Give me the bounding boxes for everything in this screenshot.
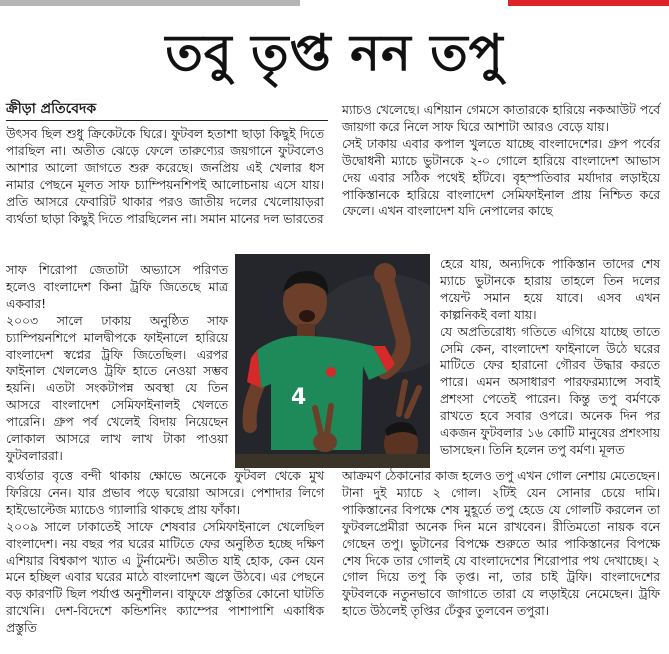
- paragraph: ব্যর্থতার বৃত্তে বন্দী থাকায় ক্ষোভে অনেকে ফুটবল থেকে মুখ ফিরিয়ে নেন। যার প্রভাব পড়ে ঘরোয়া আসরে। পেশাদার লিগে হাইভোল্টেজ ম্যাচেও গ্যালারি থাকছে প্রায় ফাঁকা।: [6, 469, 324, 517]
- left-column-bottom: [6, 468, 324, 637]
- right-column-top: [342, 102, 660, 220]
- paragraph: যে অপ্রতিরোধ্য গতিতে এগিয়ে যাচ্ছে তাতে সেমি কেন, বাংলাদেশ ফাইনালে উঠে ঘরের মাটিতে ফের হারানো গৌরব উদ্ধার করতে পারে। এমন অসাধারণ পারফরম্যান্সে সবাই প্রশংসা পেতেই পারেন। কিন্তু তপু বর্মণকে রাখতে হবে সবার ওপরে। অনেক দিন পর একজন ফুটবলার ১৬ কোটি মানুষের প্রশংসায় ভাসছেন। তিনি হলেন তপু বর্মণ। মূলত: [440, 324, 660, 457]
- right-column-beside-photo: [440, 256, 660, 459]
- headline: তবু তৃপ্ত নন তপু: [165, 23, 504, 82]
- top-bar-right: [508, 0, 669, 6]
- paragraph: ২০০৯ সালে ঢাকাতেই সাফে শেষবার সেমিফাইনালে খেলেছিল বাংলাদেশ। নয় বছর পর ঘরের মাটিতে ফের অনুষ্ঠিত হচ্ছে দক্ষিণ এশিয়ার বিশ্বকাপ খ্যাত এ টুর্নামেন্ট। অতীত যাই হোক, কেন যেন মনে হচ্ছিল এবার ঘরের মাঠে বাংলাদেশ জ্বলে উঠবে। এর পেছনে বড় কারণটি ছিল পর্যাপ্ত অনুশীলন। বাফুফে প্রস্তুতির কোনো ঘাটতি রাখেনি। দেশ-বিদেশে কন্ডিশনিং ক্যাম্পের পাশাপাশি একাধিক প্রস্তুতি: [6, 519, 324, 636]
- paragraph: ২০০৩ সালে ঢাকায় অনুষ্ঠিত সাফ চ্যাম্পিয়নশিপে মালদ্বীপকে ফাইনালে হারিয়ে বাংলাদেশ স্বপ্নের ট্রফি জিতেছিল। এরপর ফাইনাল খেললেও ট্রফি হাতে নেওয়া সম্ভব হয়নি। এতটা সংকটাপন্ন অবস্থা যে তিন আসরে বাংলাদেশ সেমিফাইনালই খেলতে পারেনি। গ্রুপ পর্ব খেলেই বিদায় নিয়েছেন লোকাল আসরে লাখ লাখ টাকা পাওয়া ফুটবলাররা।: [6, 313, 228, 463]
- paragraph: সেই ঢাকায় এবার কপাল খুলতে যাচ্ছে বাংলাদেশের। গ্রুপ পর্বের উদ্বোধনী ম্যাচে ভুটানকে ২-০ গোলে হারিয়ে বাংলাদেশ আভাস দেয় এবার সঠিক পথেই হাঁটবে। বৃহস্পতিবার মর্যাদার লড়াইয়ে পাকিস্তানকে হারিয়ে বাংলাদেশ সেমিফাইনাল প্রায় নিশ্চিত করে ফেলে। এখন বাংলাদেশ যদি নেপালের কাছে: [342, 136, 660, 219]
- byline-rule: [6, 120, 328, 121]
- player-celebration-photo: [235, 254, 430, 468]
- svg-text:4: 4: [291, 385, 307, 410]
- paragraph: ম্যাচও খেলেছে। এশিয়ান গেমসে কাতারকে হারিয়ে নকআউট পর্বে জায়গা করে নিলে সাফ ঘিরে আশাটা আরও বেড়ে যায়।: [342, 103, 660, 134]
- byline: ক্রীড়া প্রতিবেদক: [6, 101, 97, 117]
- paragraph: উৎসব ছিল শুধু ক্রিকেটকে ঘিরে। ফুটবল হতাশা ছাড়া কিছুই দিতে পারছিল না। অতীত ঝেড়ে ফেলে তারুণ্যের জয়গানে ফুটবলেও আশার আলো জাগতে শুরু করেছে। জনপ্রিয় এই খেলার ধস নামার পেছনে মূলত সাফ চ্যাম্পিয়নশিপই আলোচনায় এসে যায়। প্রতি আসরে ফেবারিট থাকার পরও জাতীয় দলের খেলোয়াড়রা ব্যর্থতা ছাড়া কিছুই দিতে পারছিলেন না। সমান মানের দল ভারতের: [6, 127, 324, 226]
- left-column-top: [6, 126, 324, 227]
- paragraph: হেরে যায়, অন্যদিকে পাকিস্তান তাদের শেষ ম্যাচে ভুটানকে হারায় তাহলে তিন দলের পয়েন্ট সমান হয়ে যাবে। এসব এখন কাল্পনিকই বলা যায়।: [440, 257, 660, 322]
- paragraph: সাফ শিরোপা জেতাটা অভ্যাসে পরিণত হলেও বাংলাদেশ কিনা ট্রফি জিতেছে মাত্র একবার!: [6, 263, 228, 311]
- right-column-bottom: [342, 468, 660, 620]
- player-illustration: [235, 254, 430, 468]
- left-column-beside-photo: [6, 262, 228, 465]
- top-bar-left: [0, 0, 300, 6]
- paragraph: আক্রমণ ঠেকানোর কাজ হলেও তপু এখন গোল নেশায় মেতেছেন। টানা দুই ম্যাচে ২ গোল। ২টিই যেন সোনার চেয়ে দামি। পাকিস্তানের বিপক্ষে শেষ মুহূর্তে তপু হেডে যে গোলটি করলেন তা ফুটবলপ্রেমীরা অনেক দিন মনে রাখবেন। রীতিমতো নায়ক বনে গেছেন তপু। ভুটানের বিপক্ষে শুরুতে আর পাকিস্তানের বিপক্ষে শেষ দিকে তার গোলই যে বাংলাদেশের শিরোপার পথ দেখাচ্ছে। ২ গোল দিয়ে তপু কি তৃপ্ত। না, তার চাই ট্রফি। বাংলাদেশের ফুটবলকে নতুনভাবে জাগাতে তারা যে লড়াইয়ে নেমেছেন। ট্রফি হাতে উঠলেই তৃপ্তির ঢেঁকুর তুলবেন তপুরা।: [342, 469, 660, 619]
